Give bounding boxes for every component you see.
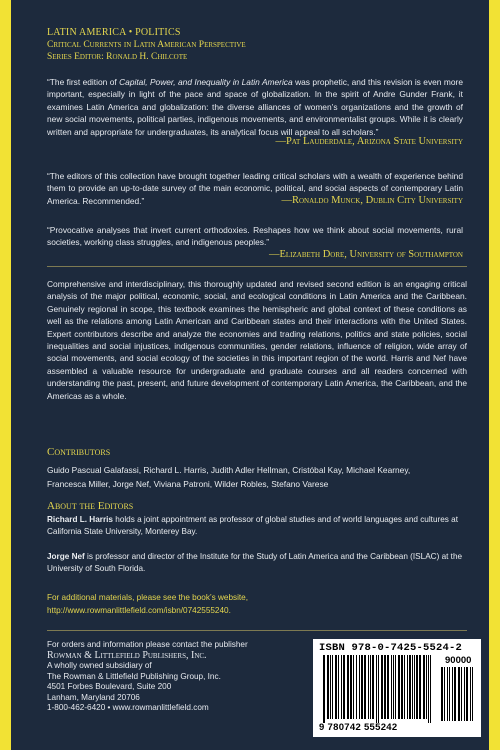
barcode-bar	[416, 655, 418, 719]
barcode-bar	[404, 655, 405, 719]
price-addon-digits: 90000	[445, 655, 472, 666]
barcode-bar	[472, 667, 473, 721]
blurb-munck	[47, 170, 463, 207]
barcode-bar	[338, 655, 339, 719]
series-info	[47, 27, 246, 63]
website-label: For additional materials, please see the book’s website,	[47, 593, 249, 602]
barcode-bar	[401, 655, 403, 719]
contributors-list	[47, 463, 467, 491]
series-name: Critical Currents in Latin American Perspective	[47, 40, 246, 50]
barcode-bar	[353, 655, 354, 719]
publisher-line: A wholly owned subsidiary of	[47, 661, 152, 670]
contributors-heading: Contributors	[47, 446, 111, 458]
barcode-bar	[387, 655, 389, 719]
barcode-bar	[332, 655, 333, 719]
editor-name: Richard L. Harris	[47, 515, 113, 524]
publisher-address: Lanham, Maryland 20706	[47, 692, 140, 702]
series-category: LATIN AMERICA • POLITICS	[47, 27, 181, 38]
barcode-bar	[393, 655, 394, 719]
blurb-text: “Provocative analyses that invert current orthodoxies. Reshapes how we think about social movements, rural societies, working class struggles, and indigenous peoples.”	[47, 225, 463, 248]
editors-heading: About the Editors	[47, 500, 134, 512]
blurb-text: was prophetic, and this revision is even more important, especially in light of the pace and space of globalization. In the spirit of Andre Gunder Frank, it examines Latin America and globalization: the diverse alliances of women’s organizations and the growth of new social movements, political parties, indigenous movements, and environmentalist groups. While it is clearly written and appropriate for undergraduates, its analytical focus will appeal to all scholars.”	[47, 77, 463, 137]
barcode-bar	[376, 655, 377, 723]
barcode-bar	[347, 655, 349, 719]
barcode-bar	[430, 655, 431, 723]
back-cover	[11, 0, 489, 750]
website-info	[47, 591, 248, 617]
barcode-bar	[391, 655, 392, 719]
barcode-bar	[464, 667, 465, 721]
barcode-bar	[428, 655, 429, 723]
barcode-bar	[356, 655, 357, 719]
book-title: Capital, Power, and Inequality in Latin America	[119, 77, 293, 87]
barcode-bar	[378, 655, 379, 723]
barcode-bar	[372, 655, 374, 719]
editor-name: Jorge Nef	[47, 552, 85, 561]
publisher-line: For orders and information please contact the publisher	[47, 640, 248, 649]
isbn-label: ISBN 978-0-7425-5524-2	[319, 642, 463, 654]
barcode-bar	[444, 667, 445, 721]
barcode-bar	[447, 667, 448, 721]
barcode-bar	[330, 655, 331, 719]
barcode-bar	[412, 655, 413, 719]
barcode-bar	[359, 655, 360, 719]
editor-nef	[47, 551, 467, 576]
divider	[47, 630, 467, 631]
barcode-bar	[323, 655, 325, 723]
barcode-bar	[414, 655, 415, 719]
barcode-bar	[395, 655, 396, 719]
barcode-bar	[449, 667, 450, 721]
blurb-dore	[47, 224, 463, 261]
publisher-address: 4501 Forbes Boulevard, Suite 200	[47, 682, 172, 691]
barcode-bar	[341, 655, 342, 719]
blurb-lauderdale	[47, 76, 463, 148]
barcode-bar	[368, 655, 369, 719]
barcode-bar	[419, 655, 421, 719]
barcode-bar	[407, 655, 408, 719]
barcode-bar	[327, 655, 329, 719]
barcode-bar	[398, 655, 400, 719]
blurb-attribution: —Elizabeth Dore, University of Southampton	[268, 248, 463, 260]
barcode-bar	[350, 655, 352, 719]
barcode-bar	[458, 667, 460, 721]
barcode-bar	[461, 667, 462, 721]
barcode-bar	[343, 655, 345, 719]
barcode-bar	[364, 655, 366, 719]
isbn-barcode	[313, 639, 481, 737]
barcode-bar	[370, 655, 371, 719]
barcode-bar	[381, 655, 383, 719]
series-editor: Series Editor: Ronald H. Chilcote	[47, 52, 188, 62]
barcode-bar	[361, 655, 363, 719]
barcode-bar	[423, 655, 425, 719]
editor-harris	[47, 514, 467, 539]
barcode-bar	[441, 667, 443, 721]
barcode-bar	[470, 667, 471, 721]
barcode-bar	[454, 667, 456, 721]
divider	[47, 266, 467, 267]
blurb-text: “The first edition of	[47, 77, 120, 87]
barcode-bar	[426, 655, 427, 719]
publisher-info	[47, 640, 248, 714]
publisher-name: Rowman & Littlefield Publishers, Inc.	[47, 649, 207, 661]
contributors-line: Guido Pascual Galafassi, Richard L. Harris, Judith Adler Hellman, Cristóbal Kay, Michael Kearney,	[47, 465, 411, 475]
editor-bio: holds a joint appointment as professor of global studies and of world languages and cultures at California State University, Monterey Bay.	[47, 515, 458, 537]
barcode-bar	[452, 667, 453, 721]
blurb-attribution: —Ronaldo Munck, Dublin City University	[281, 194, 463, 206]
website-url[interactable]: http://www.rowmanlittlefield.com/isbn/0742555240.	[47, 606, 231, 615]
barcode-bar	[409, 655, 411, 719]
ean-digits: 9 780742 555242	[319, 722, 398, 733]
blurb-text: “The editors of this collection have brought together leading critical scholars with a wealth of experience behind them to provide an up-to-date survey of the main economic, political, and social aspects of contemporary Latin America. Recommended.”	[47, 171, 463, 206]
barcode-bar	[384, 655, 386, 719]
blurb-attribution: —Pat Lauderdale, Arizona State University	[275, 136, 463, 148]
publisher-line: The Rowman & Littlefield Publishing Group, Inc.	[47, 671, 221, 681]
barcode-bar	[335, 655, 337, 719]
editor-bio: is professor and director of the Institute for the Study of Latin America and the Caribbean (ISLAC) at the University of South Florida.	[47, 552, 463, 574]
barcode-bar	[466, 667, 468, 721]
publisher-contact: 1-800-462-6420 • www.rowmanlittlefield.com	[47, 703, 209, 712]
contributors-line: Francesca Miller, Jorge Nef, Viviana Patroni, Wilder Robles, Stefano Varese	[47, 479, 329, 489]
book-description: Comprehensive and interdisciplinary, this thoroughly updated and revised second edition is an engaging critical analysis of the major political, economic, social, and ecological conditions in Latin America and the Caribbean. Genuinely regional in scope, this textbook examines the hemispheric and global context of these conditions as well as the relations among Latin American and Caribbean states and their interactions with the United States. Expert contributors describe and analyze the economies and trading relations, politics and state policies, social inequalities and social injustices, indigenous communities, gender relations, influence of religion, wide array of social movements, and social ecology of the societies in this important region of the world. Harris and Nef have assembled a valuable resource for undergraduate and graduate courses and all readers concerned with understanding the past, present, and future development of contemporary Latin America, the Caribbean, and the Americas as a whole.	[47, 279, 467, 401]
